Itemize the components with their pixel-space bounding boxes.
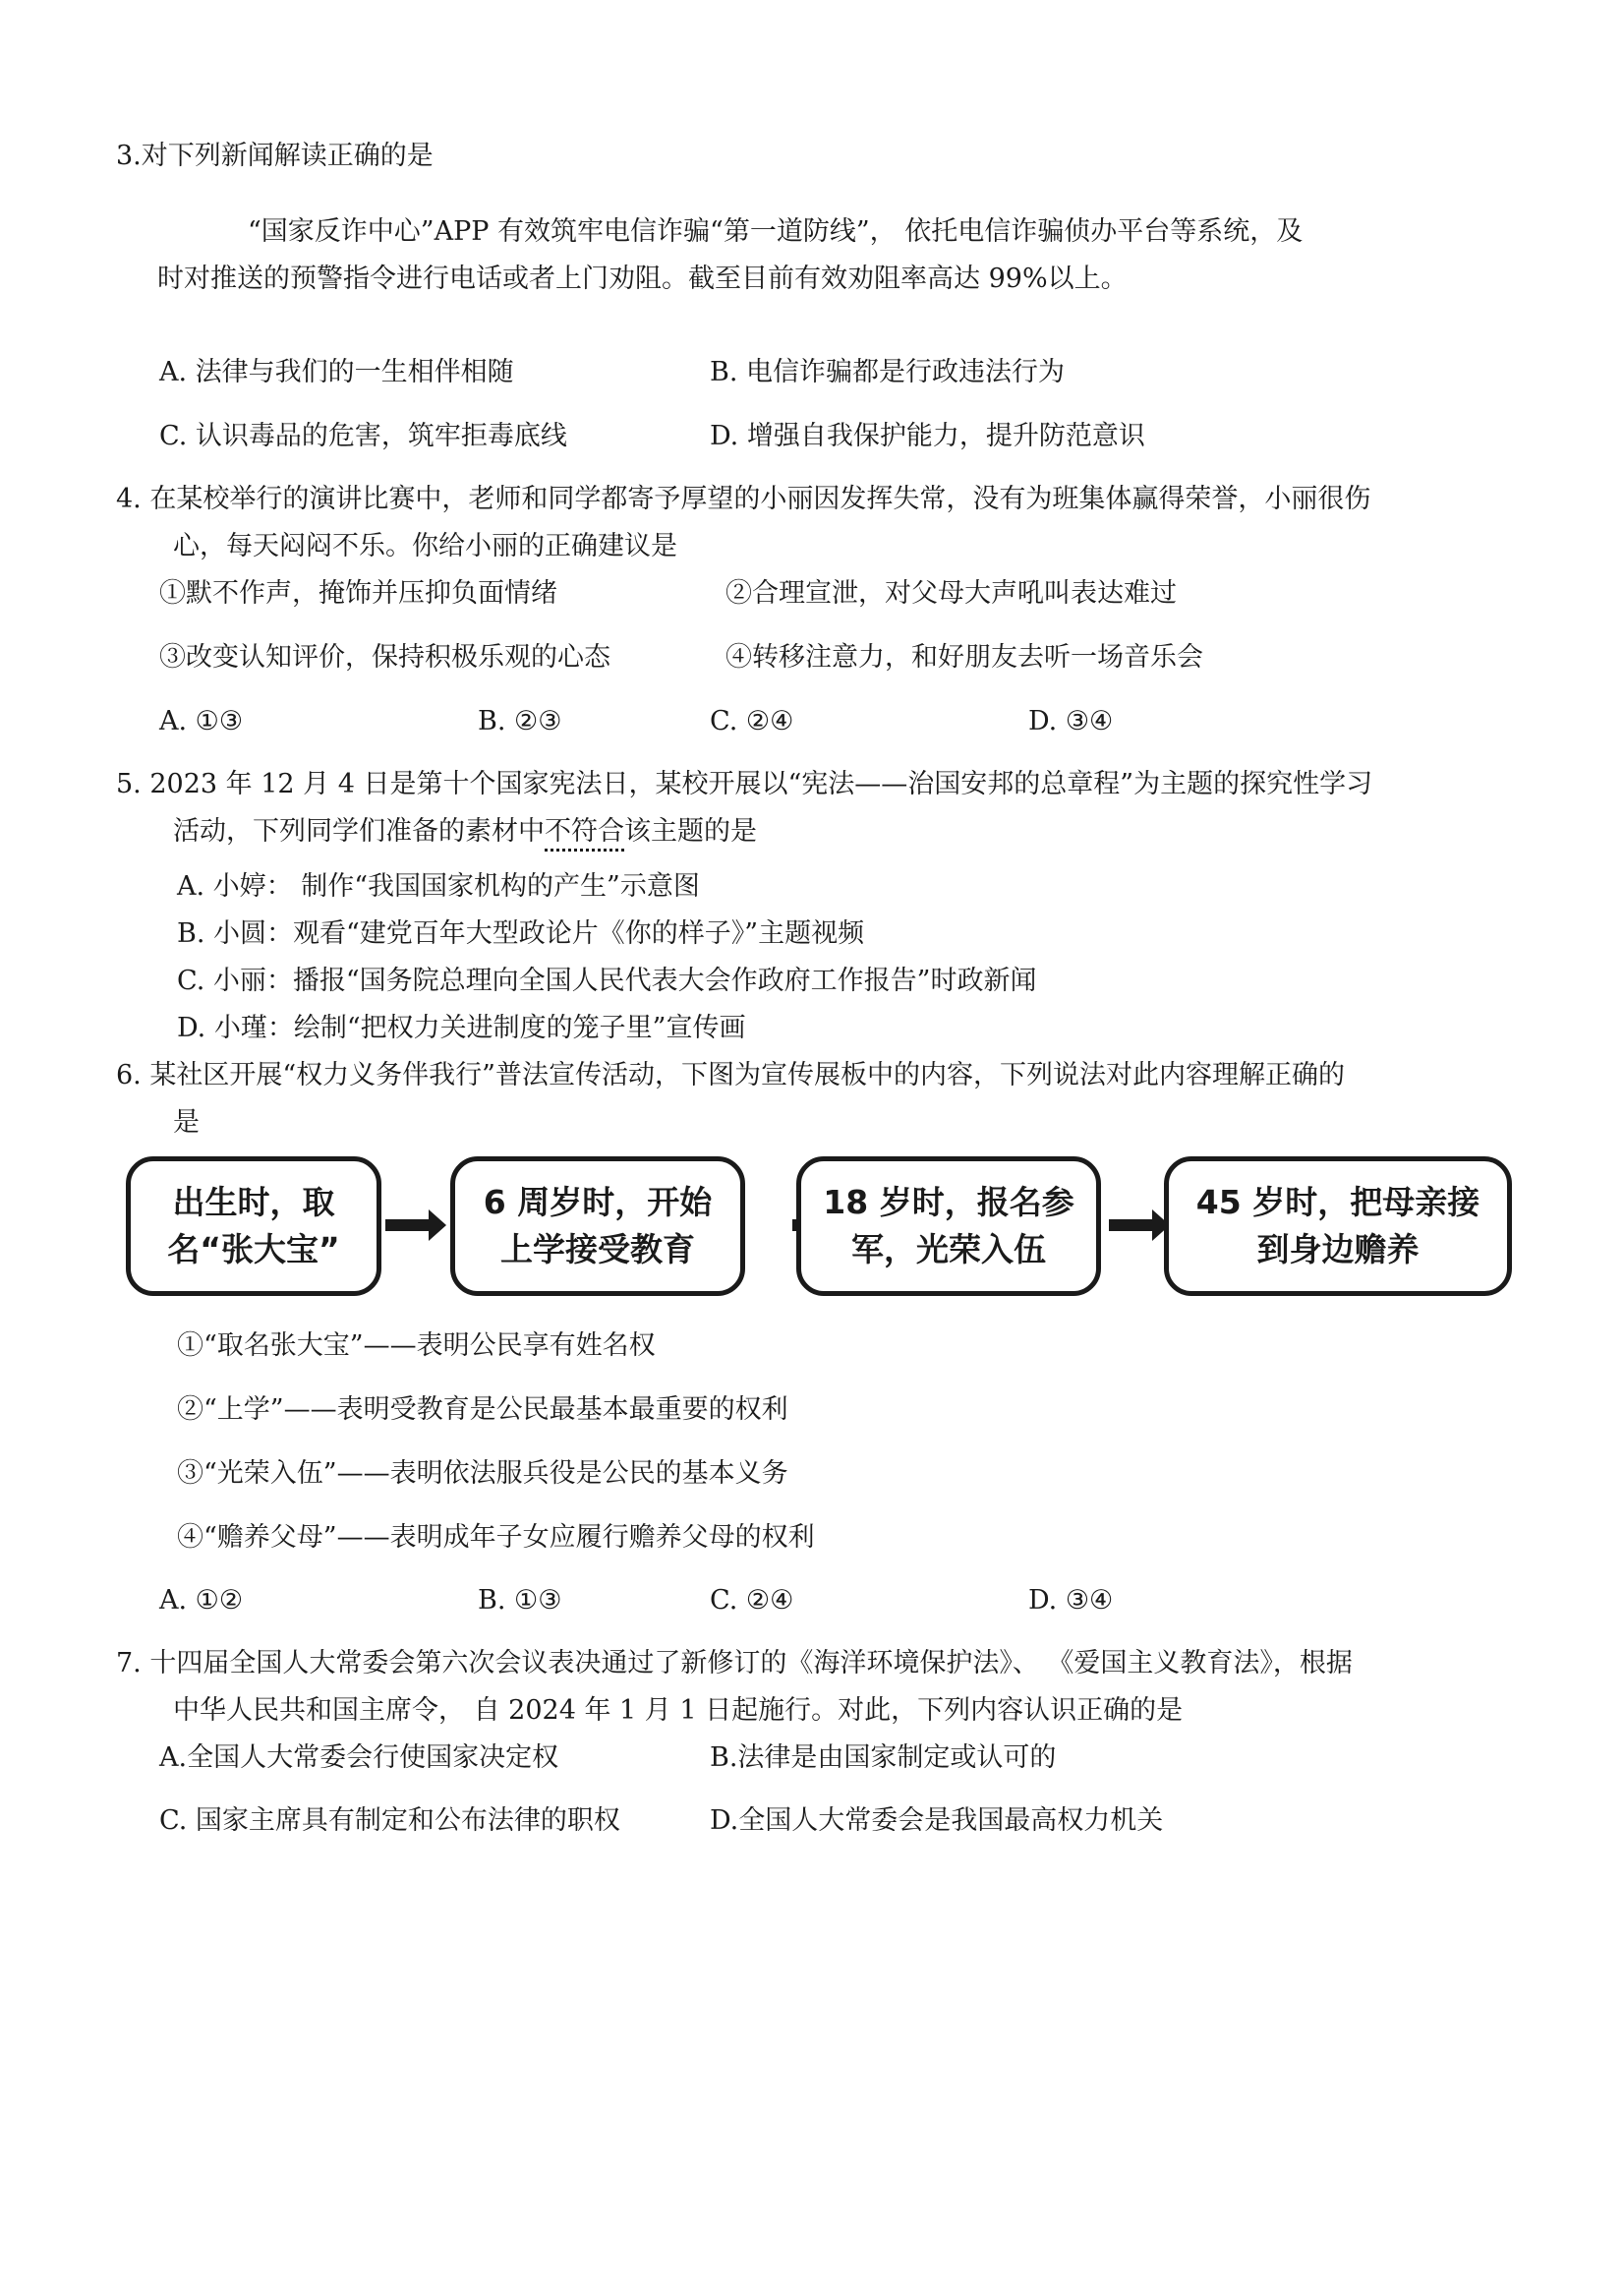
q3-option-d: D. 增强自我保护能力，提升防范意识 bbox=[710, 421, 1145, 451]
timeline-box-age-18 bbox=[796, 1156, 1101, 1296]
timeline-box-age-6-line-2: 上学接受教育 bbox=[500, 1230, 695, 1268]
q6-option-b: B. ①③ bbox=[478, 1585, 562, 1616]
q6-stem-line-2: 是 bbox=[173, 1107, 200, 1138]
q5-stem-line-2 bbox=[173, 818, 757, 845]
q6-option-a: A. ①② bbox=[159, 1585, 244, 1616]
q4-statement-4: ④转移注意力，和好朋友去听一场音乐会 bbox=[725, 642, 1203, 673]
q6-statement-1: ①“取名张大宝”——表明公民享有姓名权 bbox=[177, 1330, 656, 1361]
q6-stem-line-1: 6. 某社区开展“权力义务伴我行”普法宣传活动，下图为宣传展板中的内容，下列说法对此内容理解正确的 bbox=[116, 1060, 1345, 1090]
q4-statement-1: ①默不作声，掩饰并压抑负面情绪 bbox=[159, 578, 557, 609]
q5-option-b: B. 小圆：观看“建党百年大型政论片《你的样子》”主题视频 bbox=[177, 918, 865, 949]
q6-option-c: C. ②④ bbox=[710, 1585, 794, 1616]
timeline-box-age-18-line-2: 军，光荣入伍 bbox=[851, 1230, 1046, 1268]
q5-emphasis-not-matching: 不符合 bbox=[545, 816, 624, 847]
arrow-right-icon bbox=[1107, 1206, 1172, 1245]
timeline-box-birth-line-1: 出生时，取 bbox=[172, 1183, 335, 1221]
q7-option-a: A.全国人大常委会行使国家决定权 bbox=[159, 1742, 559, 1773]
q3-option-a: A. 法律与我们的一生相伴相随 bbox=[159, 357, 514, 387]
q6-option-d: D. ③④ bbox=[1028, 1585, 1114, 1616]
q3-stem: 3.对下列新闻解读正确的是 bbox=[116, 141, 434, 171]
timeline-box-age-45-line-2: 到身边赡养 bbox=[1256, 1230, 1420, 1268]
q6-statement-4: ④“赡养父母”——表明成年子女应履行赡养父母的权利 bbox=[177, 1522, 815, 1553]
q3-material-line-2: 时对推送的预警指令进行电话或者上门劝阻。截至目前有效劝阻率高达 99%以上。 bbox=[157, 264, 1128, 294]
q4-statement-3: ③改变认知评价，保持积极乐观的心态 bbox=[159, 642, 610, 673]
q5-option-a: A. 小婷： 制作“我国国家机构的产生”示意图 bbox=[177, 871, 700, 902]
q4-option-c: C. ②④ bbox=[710, 706, 794, 736]
timeline-box-age-45-line-1: 45 岁时，把母亲接 bbox=[1195, 1183, 1480, 1221]
q3-option-b: B. 电信诈骗都是行政违法行为 bbox=[710, 357, 1066, 387]
q6-life-timeline-diagram bbox=[126, 1150, 1512, 1308]
q7-option-d: D.全国人大常委会是我国最高权力机关 bbox=[710, 1805, 1164, 1836]
q5-stem-line-1: 5. 2023 年 12 月 4 日是第十个国家宪法日，某校开展以“宪法——治国安邦的总章程”为主题的探究性学习 bbox=[116, 769, 1373, 799]
q5-option-c: C. 小丽：播报“国务院总理向全国人民代表大会作政府工作报告”时政新闻 bbox=[177, 966, 1037, 996]
q4-stem-line-1: 4. 在某校举行的演讲比赛中，老师和同学都寄予厚望的小丽因发挥失常，没有为班集体赢得荣誉，小丽很伤 bbox=[116, 484, 1371, 514]
timeline-box-age-6-line-1: 6 周岁时，开始 bbox=[483, 1183, 713, 1221]
q3-option-c: C. 认识毒品的危害，筑牢拒毒底线 bbox=[159, 421, 567, 451]
q4-stem-line-2: 心，每天闷闷不乐。你给小丽的正确建议是 bbox=[173, 531, 677, 561]
arrow-right-icon bbox=[383, 1206, 448, 1245]
timeline-box-birth bbox=[126, 1156, 381, 1296]
q7-option-b: B.法律是由国家制定或认可的 bbox=[710, 1742, 1057, 1773]
q4-option-b: B. ②③ bbox=[478, 706, 562, 736]
q6-statement-3: ③“光荣入伍”——表明依法服兵役是公民的基本义务 bbox=[177, 1458, 788, 1489]
q5-stem-line-2-prefix: 活动，下列同学们准备的素材中 bbox=[173, 816, 545, 847]
q4-statement-2: ②合理宣泄，对父母大声吼叫表达难过 bbox=[725, 578, 1177, 609]
q7-option-c: C. 国家主席具有制定和公布法律的职权 bbox=[159, 1805, 620, 1836]
q6-statement-2: ②“上学”——表明受教育是公民最基本最重要的权利 bbox=[177, 1394, 788, 1425]
q5-stem-line-2-suffix: 该主题的是 bbox=[624, 816, 757, 847]
q4-option-a: A. ①③ bbox=[159, 706, 244, 736]
timeline-box-age-6 bbox=[450, 1156, 745, 1296]
timeline-box-age-45 bbox=[1164, 1156, 1512, 1296]
q7-stem-line-2: 中华人民共和国主席令， 自 2024 年 1 月 1 日起施行。对此，下列内容认识正确的是 bbox=[173, 1695, 1184, 1726]
q4-option-d: D. ③④ bbox=[1028, 706, 1114, 736]
q7-stem-line-1: 7. 十四届全国人大常委会第六次会议表决通过了新修订的《海洋环境保护法》、 《爱国主义教育法》，根据 bbox=[116, 1648, 1353, 1678]
timeline-box-age-18-line-1: 18 岁时，报名参 bbox=[823, 1183, 1074, 1221]
timeline-box-birth-line-2: 名“张大宝” bbox=[167, 1230, 340, 1268]
q5-option-d: D. 小瑾：绘制“把权力关进制度的笼子里”宣传画 bbox=[177, 1013, 746, 1043]
q3-material-line-1: “国家反诈中心”APP 有效筑牢电信诈骗“第一道防线”， 依托电信诈骗侦办平台等系统，及 bbox=[248, 216, 1304, 247]
